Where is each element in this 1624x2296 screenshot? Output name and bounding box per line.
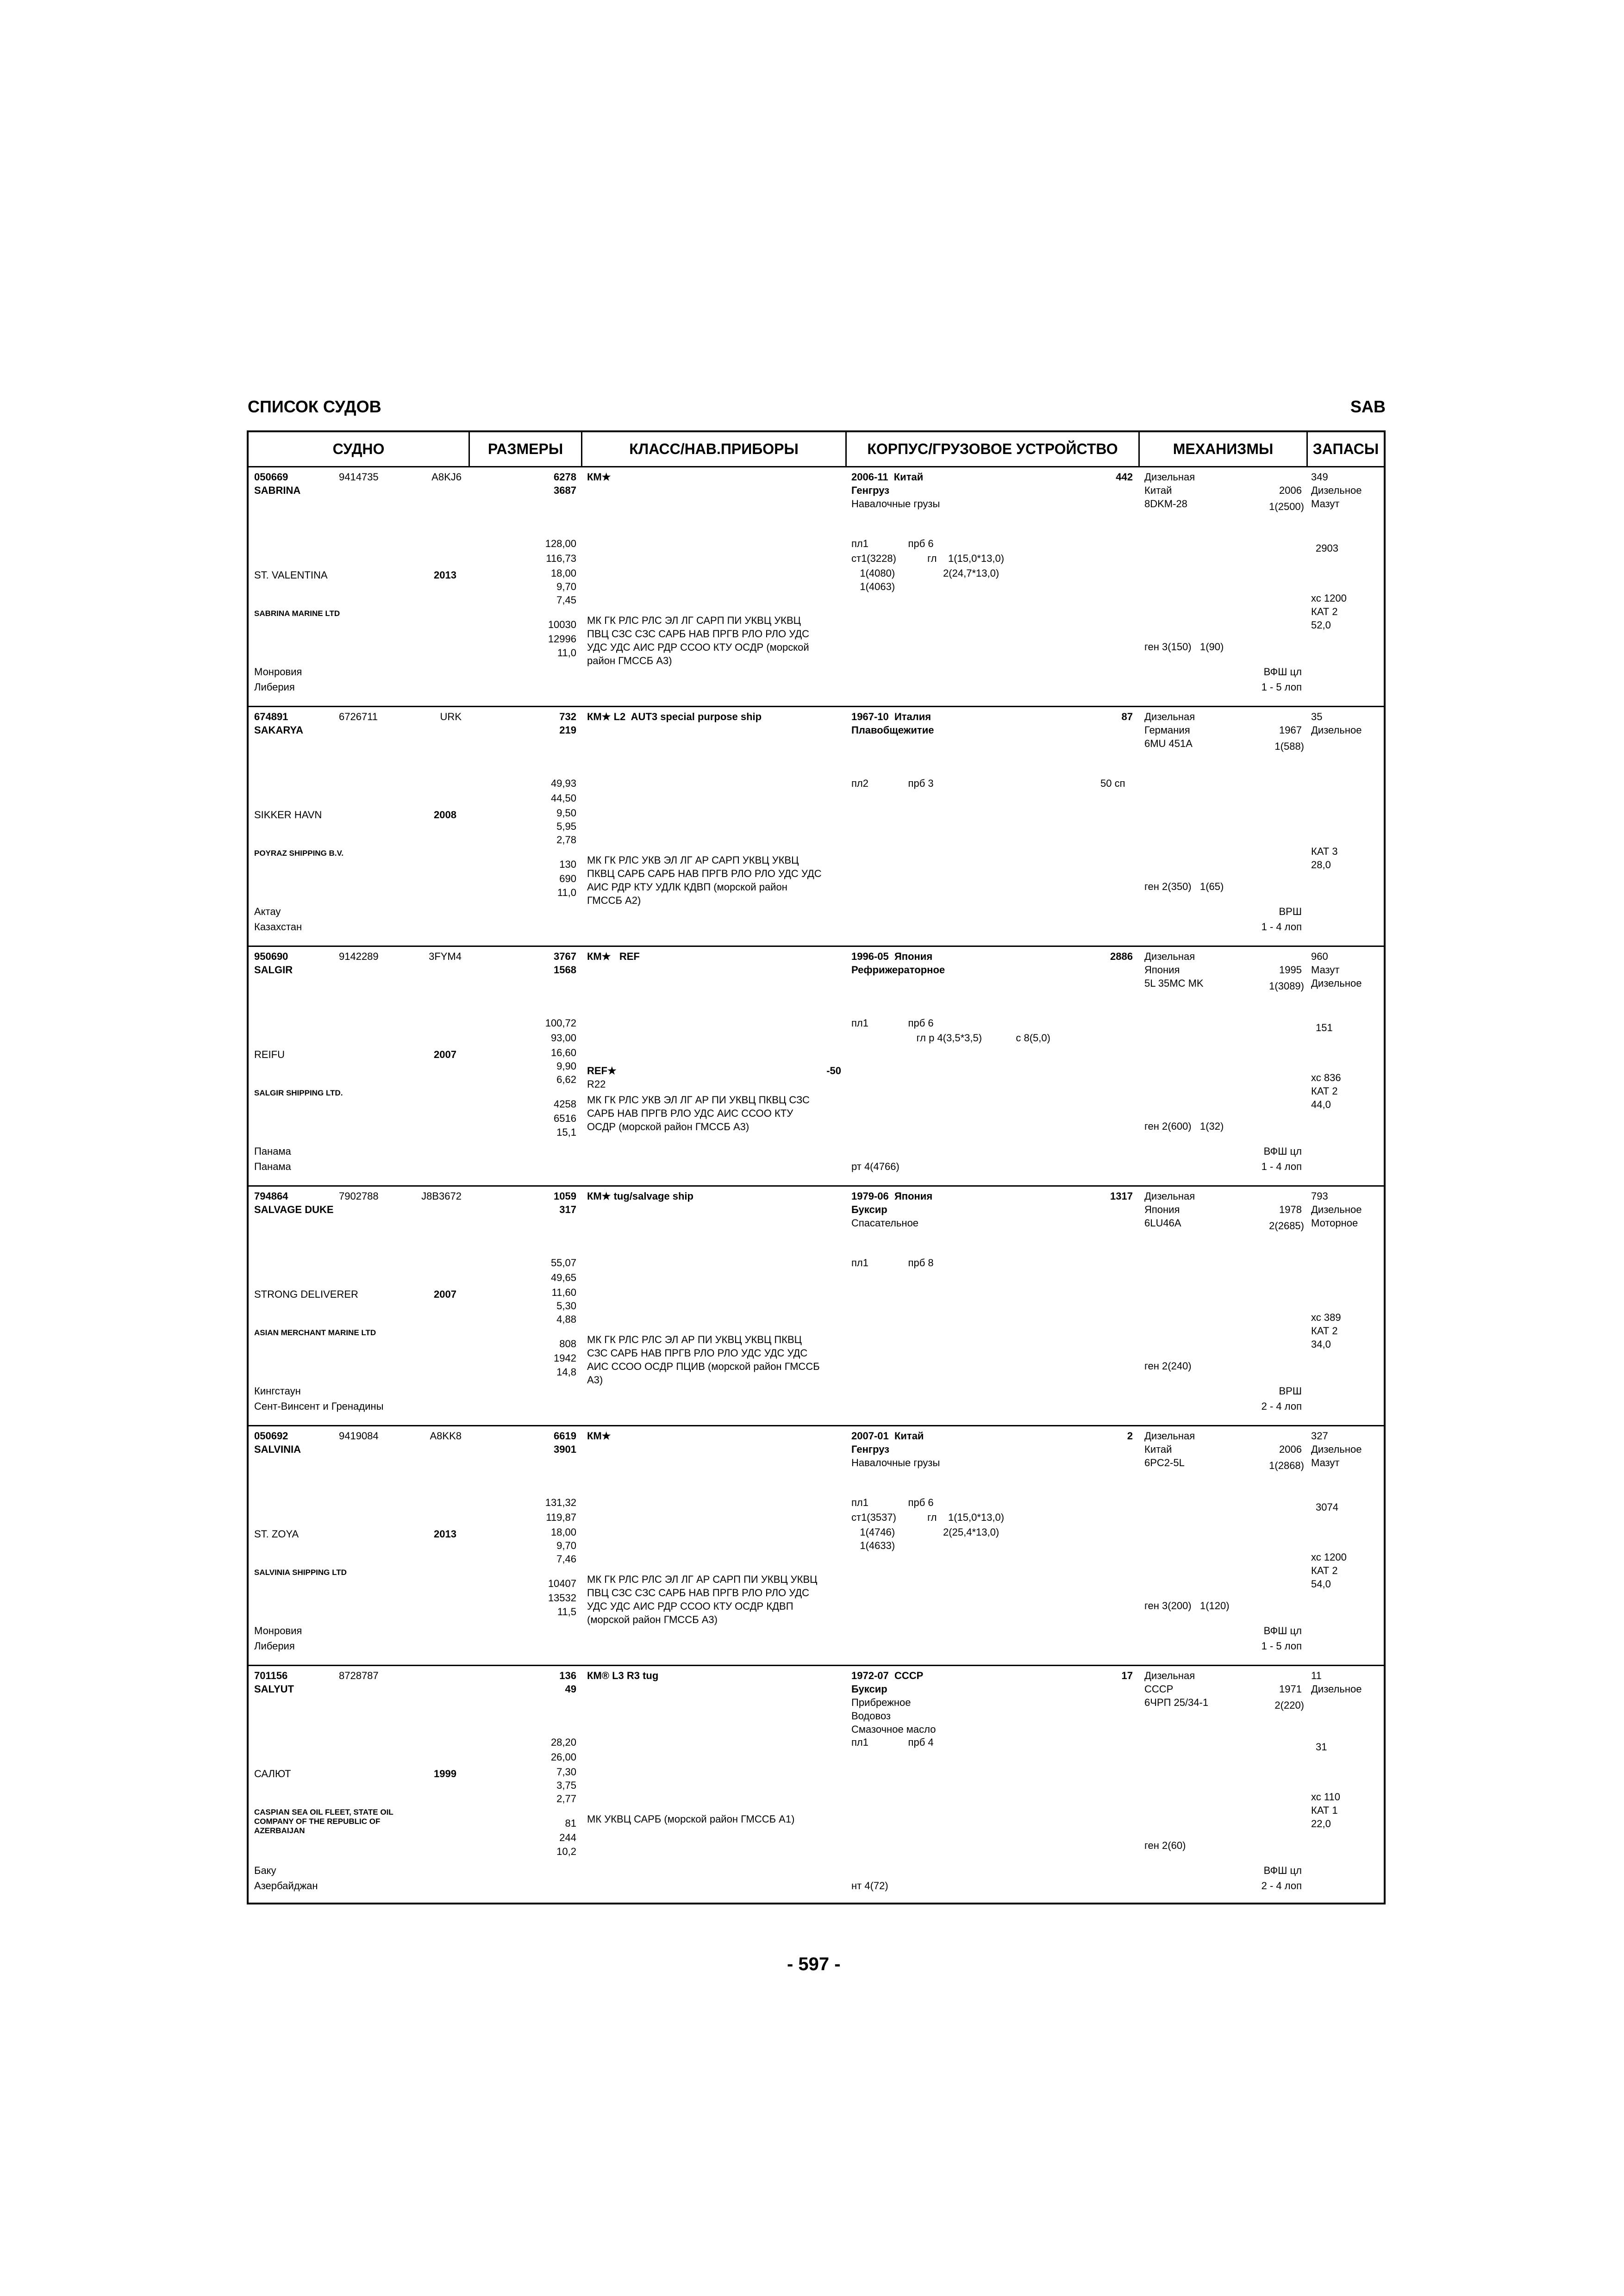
entry-separator — [249, 1665, 1384, 1666]
generators: ген 2(60) — [1144, 1840, 1186, 1851]
hull-detail-2: гл р 4(3,5*3,5) с 8(5,0) — [851, 1032, 1050, 1044]
build-info: 1972-07 СССР — [851, 1670, 924, 1681]
hull-detail-1: пл2 прб 3 — [851, 778, 934, 789]
entry-separator — [249, 1425, 1384, 1426]
supply-value: 793 — [1311, 1190, 1328, 1202]
category: КАТ 1 — [1311, 1804, 1338, 1816]
ship-purpose: Прибрежное — [851, 1697, 911, 1708]
category: КАТ 2 — [1311, 606, 1338, 617]
length-overall: 100,72 — [545, 1017, 576, 1029]
hull-detail-2: ст1(3228) гл 1(15,0*13,0) — [851, 553, 1005, 564]
deadweight: 10407 — [548, 1578, 576, 1589]
length-bp: 116,73 — [546, 553, 576, 564]
col-header-ship: СУДНО — [332, 441, 385, 457]
speed: 11,5 — [557, 1606, 576, 1618]
flag: Либерия — [254, 681, 295, 693]
engine-country: СССР — [1144, 1683, 1174, 1695]
speed: 15,1 — [556, 1126, 576, 1138]
reg-number: 050669 — [254, 471, 288, 483]
engine-power: 2(2685) — [1269, 1220, 1304, 1232]
supply-value: 349 — [1311, 471, 1328, 483]
imo-number: 6726711 — [339, 711, 378, 722]
net-tonnage: 219 — [559, 724, 576, 736]
nav-line-3: АИС ССОО ОСДР ПЦИВ (морской район ГМССБ — [587, 1361, 820, 1372]
entry-separator — [249, 946, 1384, 947]
depth: 5,95 — [556, 821, 576, 832]
hull-detail-1: пл1 прб 6 — [851, 1497, 934, 1508]
yard-number: 2886 — [1110, 951, 1133, 962]
supply-fuel-1: Дизельное — [1311, 724, 1362, 736]
ship-entry — [249, 1666, 1384, 1907]
refrigeration: хс 1200 — [1311, 592, 1347, 604]
imo-number: 9414735 — [339, 471, 379, 483]
ship-name: SALYUT — [254, 1683, 294, 1695]
imo-number: 8728787 — [339, 1670, 379, 1681]
nav-line-1: МК ГК РЛС РЛС ЭЛ ЛГ САРП ПИ УКВЦ УКВЦ — [587, 615, 801, 626]
hull-extra: рт 4(4766) — [851, 1161, 899, 1172]
length-bp: 119,87 — [546, 1512, 576, 1523]
call-sign: 3FYM4 — [429, 951, 462, 962]
call-sign: A8KK8 — [430, 1430, 462, 1442]
reg-number: 794864 — [254, 1190, 288, 1202]
generators: ген 2(600) 1(32) — [1144, 1120, 1224, 1132]
breadth: 16,60 — [550, 1047, 576, 1058]
length-bp: 93,00 — [550, 1032, 576, 1044]
nav-line-4: ГМССБ А2) — [587, 895, 641, 906]
supply-fuel-1: Дизельное — [1311, 1204, 1362, 1215]
engine-type: Дизельная — [1144, 951, 1195, 962]
flag: Сент-Винсент и Гренадины — [254, 1400, 384, 1412]
supply-value: 35 — [1311, 711, 1323, 722]
supply-value: 327 — [1311, 1430, 1328, 1442]
propeller: ВФШ цл — [1263, 666, 1302, 678]
supply-fuel-1: Дизельное — [1311, 1683, 1362, 1695]
hull-detail-4: 1(4063) — [851, 581, 895, 592]
supply-fuel-2: Дизельное — [1311, 977, 1362, 989]
build-info: 2007-01 Китай — [851, 1430, 924, 1442]
class-notation: КМ★ tug/salvage ship — [587, 1190, 693, 1202]
reg-number: 950690 — [254, 951, 288, 962]
draft: 6,62 — [556, 1074, 576, 1085]
net-tonnage: 3687 — [554, 485, 576, 496]
section-code: SAB — [1350, 397, 1386, 416]
supply-value: 11 — [1311, 1670, 1322, 1681]
ship-name: SALGIR — [254, 964, 293, 976]
hull-extra: нт 4(72) — [851, 1880, 888, 1892]
displacement: 12996 — [548, 633, 576, 645]
col-header-supplies: ЗАПАСЫ — [1312, 441, 1379, 457]
ship-purpose: Навалочные грузы — [851, 498, 940, 510]
owner: ASIAN MERCHANT MARINE LTD — [254, 1328, 376, 1337]
propeller-blades: 1 - 5 лоп — [1261, 1640, 1302, 1652]
draft: 2,77 — [556, 1793, 576, 1804]
supply-mid: 31 — [1316, 1741, 1327, 1753]
ship-type: Генгруз — [851, 1444, 890, 1455]
nav-line-2: СЗС САРБ НАВ ПРГВ РЛО РЛО УДС УДС УДС — [587, 1347, 808, 1359]
engine-year: 1971 — [1279, 1683, 1302, 1695]
ship-type: Рефрижераторное — [851, 964, 945, 976]
endurance: 44,0 — [1311, 1099, 1331, 1110]
nav-line-4: район ГМССБ А3) — [587, 655, 672, 666]
ship-name: SABRINA — [254, 485, 301, 496]
hull-detail-1: пл1 прб 6 — [851, 1017, 934, 1029]
former-year: 2007 — [434, 1049, 456, 1060]
displacement: 13532 — [548, 1592, 576, 1604]
nav-line-1: МК ГК РЛС РЛС ЭЛ ЛГ АР САРП ПИ УКВЦ УКВЦ — [587, 1574, 818, 1585]
category: КАТ 2 — [1311, 1565, 1338, 1576]
length-bp: 49,65 — [550, 1272, 576, 1283]
call-sign: J8B3672 — [421, 1190, 462, 1202]
engine-model: 6LU46A — [1144, 1217, 1181, 1229]
refrigeration: хс 389 — [1311, 1312, 1341, 1323]
engine-year: 1967 — [1279, 724, 1302, 736]
hull-detail-1: пл1 прб 8 — [851, 1257, 934, 1269]
engine-type: Дизельная — [1144, 1430, 1195, 1442]
engine-model: 6PC2-5L — [1144, 1457, 1185, 1468]
home-port: Баку — [254, 1865, 276, 1876]
deadweight: 81 — [565, 1817, 576, 1829]
category: КАТ 2 — [1311, 1085, 1338, 1097]
speed: 11,0 — [557, 647, 576, 659]
generators: ген 3(200) 1(120) — [1144, 1600, 1230, 1612]
owner: SABRINA MARINE LTD — [254, 609, 340, 618]
ship-purpose: Навалочные грузы — [851, 1457, 940, 1468]
class-notation: КМ★ — [587, 1430, 611, 1442]
ships-table — [247, 430, 1386, 1904]
supply-mid: 2903 — [1316, 542, 1338, 554]
depth: 9,70 — [556, 1540, 576, 1551]
ship-entry — [249, 1426, 1384, 1667]
ship-type: Буксир — [851, 1683, 887, 1695]
displacement: 6516 — [554, 1113, 576, 1124]
call-sign: URK — [440, 711, 462, 722]
engine-model: 6ЧРП 25/34-1 — [1144, 1697, 1209, 1708]
hull-detail-1: пл1 прб 4 — [851, 1736, 934, 1748]
supply-mid: 151 — [1316, 1022, 1333, 1033]
engine-year: 1995 — [1279, 964, 1302, 976]
yard-number: 2 — [1127, 1430, 1133, 1442]
deadweight: 10030 — [548, 619, 576, 630]
former-year: 2013 — [434, 569, 456, 581]
nav-line-2: ПВЦ СЗС СЗС САРБ НАВ ПРГВ РЛО РЛО УДС — [587, 628, 810, 640]
propeller: ВРШ — [1279, 1385, 1302, 1397]
draft: 2,78 — [556, 834, 576, 846]
former-name: STRONG DELIVERER — [254, 1288, 358, 1300]
former-name: ST. VALENTINA — [254, 569, 328, 581]
supply-fuel-2: Мазут — [1311, 1457, 1340, 1468]
engine-year: 2006 — [1279, 1444, 1302, 1455]
displacement: 690 — [559, 873, 576, 884]
length-overall: 131,32 — [545, 1497, 576, 1508]
ship-purpose-3: Смазочное масло — [851, 1724, 936, 1735]
flag: Либерия — [254, 1640, 295, 1652]
class-extra: REF★ — [587, 1065, 617, 1076]
displacement: 244 — [559, 1832, 576, 1843]
engine-power: 1(588) — [1274, 740, 1304, 752]
gross-tonnage: 6278 — [554, 471, 576, 483]
home-port: Монровия — [254, 666, 302, 678]
engine-year: 2006 — [1279, 485, 1302, 496]
yard-number: 17 — [1121, 1670, 1133, 1681]
supply-value: 960 — [1311, 951, 1328, 962]
nav-line-3: УДС УДС АИС РДР ССОО КТУ ОСДР КДВП — [587, 1600, 793, 1612]
former-name: ST. ZOYA — [254, 1528, 299, 1540]
breadth: 9,50 — [556, 807, 576, 819]
nav-line-1: МК УКВЦ САРБ (морской район ГМССБ А1) — [587, 1813, 795, 1825]
yard-number: 442 — [1116, 471, 1133, 483]
ship-type: Плавобщежитие — [851, 724, 934, 736]
entry-separator — [249, 1185, 1384, 1187]
reg-number: 050692 — [254, 1430, 288, 1442]
flag: Азербайджан — [254, 1880, 318, 1892]
gross-tonnage: 6619 — [554, 1430, 576, 1442]
ship-entry — [249, 947, 1384, 1188]
gross-tonnage: 136 — [559, 1670, 576, 1681]
category: КАТ 3 — [1311, 846, 1338, 857]
nav-line-3: АИС РДР КТУ УДЛК КДВП (морской район — [587, 881, 787, 893]
propeller-blades: 2 - 4 лоп — [1261, 1880, 1302, 1892]
category: КАТ 2 — [1311, 1325, 1338, 1337]
supply-fuel-1: Дизельное — [1311, 1444, 1362, 1455]
ship-name: SALVINIA — [254, 1444, 301, 1455]
propeller: ВФШ цл — [1263, 1865, 1302, 1876]
generators: ген 3(150) 1(90) — [1144, 641, 1224, 653]
draft: 7,45 — [556, 594, 576, 606]
net-tonnage: 317 — [559, 1204, 576, 1215]
generators: ген 2(240) — [1144, 1360, 1192, 1372]
breadth: 11,60 — [551, 1287, 576, 1298]
engine-power: 1(2868) — [1269, 1460, 1304, 1471]
ship-name: SAKARYA — [254, 724, 303, 736]
displacement: 1942 — [554, 1352, 576, 1364]
deadweight: 808 — [559, 1338, 576, 1350]
imo-number: 9142289 — [339, 951, 379, 962]
hull-detail-4: 1(4633) — [851, 1540, 895, 1551]
net-tonnage: 49 — [565, 1683, 576, 1695]
engine-country: Китай — [1144, 485, 1172, 496]
nav-line-1: МК ГК РЛС УКВ ЭЛ ЛГ АР ПИ УКВЦ ПКВЦ СЗС — [587, 1094, 810, 1106]
engine-type: Дизельная — [1144, 1670, 1195, 1681]
imo-number: 9419084 — [339, 1430, 379, 1442]
length-bp: 26,00 — [550, 1751, 576, 1763]
class-extra-2: R22 — [587, 1078, 606, 1090]
class-extra-value: -50 — [826, 1065, 841, 1076]
class-notation: КМ★ L2 AUT3 special purpose ship — [587, 711, 762, 722]
former-year: 2013 — [434, 1528, 456, 1540]
ship-entry — [249, 1187, 1384, 1427]
owner: POYRAZ SHIPPING B.V. — [254, 849, 344, 858]
depth: 9,90 — [556, 1060, 576, 1072]
former-year: 1999 — [434, 1768, 456, 1780]
home-port: Кингстаун — [254, 1385, 301, 1397]
gross-tonnage: 732 — [559, 711, 576, 722]
draft: 7,46 — [556, 1553, 576, 1565]
hull-extra: 50 сп — [1100, 778, 1125, 789]
ship-purpose: Спасательное — [851, 1217, 919, 1229]
ship-entry — [249, 707, 1384, 948]
ship-purpose-2: Водовоз — [851, 1710, 891, 1722]
engine-country: Германия — [1144, 724, 1190, 736]
propeller-blades: 1 - 5 лоп — [1261, 681, 1302, 693]
hull-detail-2: ст1(3537) гл 1(15,0*13,0) — [851, 1512, 1005, 1523]
depth: 3,75 — [556, 1780, 576, 1791]
engine-type: Дизельная — [1144, 711, 1195, 722]
nav-line-1: МК ГК РЛС УКВ ЭЛ ЛГ АР САРП УКВЦ УКВЦ — [587, 854, 799, 866]
nav-line-2: САРБ НАВ ПРГВ РЛО УДС АИС ССОО КТУ — [587, 1108, 793, 1119]
length-overall: 49,93 — [550, 778, 576, 789]
build-info: 1996-05 Япония — [851, 951, 933, 962]
supply-fuel-1: Дизельное — [1311, 485, 1362, 496]
engine-model: 6MU 451A — [1144, 738, 1193, 749]
length-bp: 44,50 — [550, 792, 576, 804]
deadweight: 4258 — [554, 1098, 576, 1110]
nav-line-4: А3) — [587, 1374, 603, 1386]
former-name: SIKKER HAVN — [254, 809, 322, 821]
refrigeration: хс 1200 — [1311, 1551, 1347, 1563]
former-year: 2007 — [434, 1288, 456, 1300]
engine-power: 2(220) — [1274, 1699, 1304, 1711]
propeller: ВФШ цл — [1263, 1625, 1302, 1636]
home-port: Актау — [254, 906, 281, 917]
breadth: 18,00 — [550, 567, 576, 579]
breadth: 7,30 — [556, 1766, 576, 1778]
propeller-blades: 1 - 4 лоп — [1261, 1161, 1302, 1172]
engine-type: Дизельная — [1144, 471, 1195, 483]
ship-type: Буксир — [851, 1204, 887, 1215]
nav-line-2: ПКВЦ САРБ САРБ НАВ ПРГВ РЛО РЛО УДС УДС — [587, 868, 822, 879]
endurance: 28,0 — [1311, 859, 1331, 871]
endurance: 34,0 — [1311, 1338, 1331, 1350]
propeller-blades: 1 - 4 лоп — [1261, 921, 1302, 933]
nav-line-2: ПВЦ СЗС СЗС САРБ НАВ ПРГВ РЛО РЛО УДС — [587, 1587, 810, 1599]
home-port: Панама — [254, 1145, 291, 1157]
nav-line-3: УДС УДС АИС РДР ССОО КТУ ОСДР (морской — [587, 641, 809, 653]
engine-type: Дизельная — [1144, 1190, 1195, 1202]
col-header-hull: КОРПУС/ГРУЗОВОЕ УСТРОЙСТВО — [867, 441, 1118, 457]
supply-fuel-2: Мазут — [1311, 498, 1340, 510]
reg-number: 674891 — [254, 711, 288, 722]
gross-tonnage: 1059 — [554, 1190, 576, 1202]
net-tonnage: 3901 — [554, 1444, 576, 1455]
flag: Панама — [254, 1161, 291, 1172]
length-overall: 55,07 — [550, 1257, 576, 1269]
breadth: 18,00 — [550, 1526, 576, 1538]
draft: 4,88 — [556, 1313, 576, 1325]
supply-fuel-1: Мазут — [1311, 964, 1340, 976]
hull-detail-1: пл1 прб 6 — [851, 538, 934, 549]
engine-country: Китай — [1144, 1444, 1172, 1455]
generators: ген 2(350) 1(65) — [1144, 881, 1224, 892]
endurance: 22,0 — [1311, 1818, 1331, 1829]
gross-tonnage: 3767 — [554, 951, 576, 962]
class-notation: КМ® L3 R3 tug — [587, 1670, 659, 1681]
col-header-dimensions: РАЗМЕРЫ — [487, 441, 563, 457]
speed: 14,8 — [556, 1366, 576, 1378]
net-tonnage: 1568 — [554, 964, 576, 976]
home-port: Монровия — [254, 1625, 302, 1636]
call-sign: A8KJ6 — [431, 471, 462, 483]
ship-entry — [249, 467, 1384, 708]
refrigeration: хс 836 — [1311, 1072, 1341, 1083]
length-overall: 128,00 — [545, 538, 576, 549]
class-notation: КМ★ — [587, 471, 611, 483]
nav-line-1: МК ГК РЛС РЛС ЭЛ АР ПИ УКВЦ УКВЦ ПКВЦ — [587, 1334, 802, 1345]
propeller: ВФШ цл — [1263, 1145, 1302, 1157]
reg-number: 701156 — [254, 1670, 288, 1681]
hull-detail-3: 1(4746) 2(25,4*13,0) — [851, 1526, 999, 1538]
supply-mid: 3074 — [1316, 1501, 1338, 1513]
deadweight: 130 — [559, 859, 576, 870]
build-info: 1979-06 Япония — [851, 1190, 933, 1202]
owner: CASPIAN SEA OIL FLEET, STATE OIL COMPANY OF THE REPUBLIC OF AZERBAIJAN — [254, 1808, 394, 1835]
build-info: 2006-11 Китай — [851, 471, 924, 483]
engine-model: 5L 35MC MK — [1144, 977, 1204, 989]
engine-year: 1978 — [1279, 1204, 1302, 1215]
yard-number: 1317 — [1110, 1190, 1133, 1202]
page-number: - 597 - — [787, 1954, 841, 1974]
speed: 11,0 — [557, 887, 576, 898]
engine-country: Япония — [1144, 964, 1180, 976]
propeller-blades: 2 - 4 лоп — [1261, 1400, 1302, 1412]
supply-fuel-2: Моторное — [1311, 1217, 1358, 1229]
former-year: 2008 — [434, 809, 456, 821]
nav-line-4: (морской район ГМССБ А3) — [587, 1614, 718, 1625]
former-name: REIFU — [254, 1049, 285, 1060]
depth: 9,70 — [556, 581, 576, 592]
refrigeration: хс 110 — [1311, 1791, 1340, 1803]
engine-power: 1(2500) — [1269, 501, 1304, 512]
depth: 5,30 — [556, 1300, 576, 1312]
col-header-class: КЛАСС/НАВ.ПРИБОРЫ — [629, 441, 799, 457]
col-header-machinery: МЕХАНИЗМЫ — [1173, 441, 1274, 457]
length-overall: 28,20 — [550, 1736, 576, 1748]
entry-separator — [249, 706, 1384, 707]
endurance: 52,0 — [1311, 619, 1331, 631]
former-name: САЛЮТ — [254, 1768, 291, 1780]
engine-power: 1(3089) — [1269, 980, 1304, 992]
propeller: ВРШ — [1279, 906, 1302, 917]
speed: 10,2 — [556, 1846, 576, 1857]
ship-name: SALVAGE DUKE — [254, 1204, 334, 1215]
owner: SALGIR SHIPPING LTD. — [254, 1089, 343, 1097]
hull-detail-3: 1(4080) 2(24,7*13,0) — [851, 567, 999, 579]
engine-model: 8DKM-28 — [1144, 498, 1187, 510]
owner: SALVINIA SHIPPING LTD — [254, 1568, 347, 1577]
engine-country: Япония — [1144, 1204, 1180, 1215]
class-notation: КМ★ REF — [587, 951, 640, 962]
build-info: 1967-10 Италия — [851, 711, 931, 722]
imo-number: 7902788 — [339, 1190, 379, 1202]
endurance: 54,0 — [1311, 1578, 1331, 1590]
flag: Казахстан — [254, 921, 302, 933]
ship-type: Генгруз — [851, 485, 890, 496]
nav-line-3: ОСДР (морской район ГМССБ А3) — [587, 1121, 750, 1132]
yard-number: 87 — [1121, 711, 1133, 722]
page-title: СПИСОК СУДОВ — [248, 397, 381, 416]
